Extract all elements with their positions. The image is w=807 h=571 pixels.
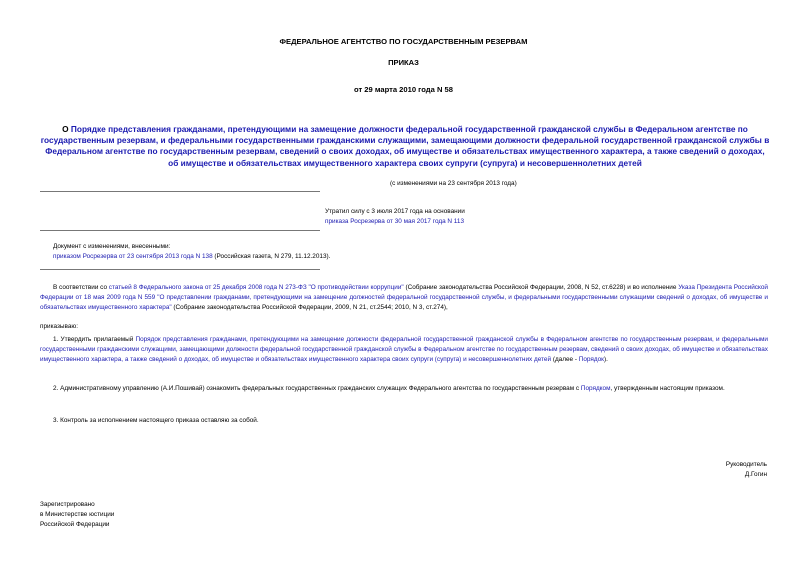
expired-text: Утратил силу с 3 июля 2017 года на основании [325, 208, 465, 215]
item-2-text-2: , утвержденным настоящим приказом. [610, 385, 725, 392]
registration-block [40, 500, 114, 529]
preamble-decree-link[interactable]: Указа Президента Российской Федерации от 18 мая 2009 года N 559 "О представлении гражданами, претендующими на замещение должностей федеральной государственной службы, и федеральными государственными служащими сведений о доходах, об имуществе и обязательствах имущественного характера" [40, 284, 768, 311]
document-type: ПРИКАЗ [388, 58, 419, 67]
preamble-law-link[interactable]: статьей 8 Федерального закона от 25 декабря 2008 года N 273-ФЗ "О противодействии коррупции" [108, 284, 404, 291]
signature-block [726, 460, 767, 480]
amendments-label: Документ с изменениями, внесенными: [53, 243, 171, 250]
agency-name: ФЕДЕРАЛЬНОЕ АГЕНТСТВО ПО ГОСУДАРСТВЕННЫМ РЕЗЕРВАМ [279, 37, 528, 46]
divider [40, 191, 320, 192]
signature-name: Д.Гогин [744, 470, 767, 478]
order-word: приказываю: [40, 323, 78, 330]
preamble-text-1: В соответствии со [53, 284, 109, 291]
preamble-text-2: (Собрание законодательства Российской Федерации, 2008, N 52, ст.6228) и во исполнение [403, 284, 679, 291]
item-1-paragraph [40, 335, 768, 364]
expired-link[interactable]: приказа Росрезерва от 30 мая 2017 года N 113 [325, 217, 464, 225]
divider [40, 230, 320, 231]
item-2-procedure-link[interactable]: Порядком [580, 385, 611, 392]
title-link[interactable]: Порядке представления гражданами, претендующими на замещение должности федеральной государственной гражданской службы в Федеральном агентстве по государственным резервам, и федеральными государственными гражданскими служащими, замещающими должности федеральной государственной гражданской службы в Федеральном агентстве по государственным резервам, сведений о своих доходах, об имуществе и обязательствах имущественного характера, а также сведений о доходах, об имуществе и обязательствах имущественного характера своих супруги (супруга) и несовершеннолетних детей [40, 124, 770, 168]
signature-role: Руководитель [725, 461, 767, 468]
item-1-text-2: (далее - [551, 355, 579, 363]
item-1-short-link[interactable]: Порядок [578, 355, 604, 363]
preamble-text-3: (Собрание законодательства Российской Федерации, 2009, N 21, ст.2544; 2010, N 3, ст.274), [171, 303, 448, 311]
registration-line-1: Зарегистрировано [40, 501, 95, 508]
document-title [40, 124, 770, 169]
title-prefix: О [62, 124, 71, 134]
item-1-procedure-link[interactable]: Порядок представления гражданами, претендующими на замещение должности федеральной государственной гражданской службы в Федеральном агентстве по государственным резервам, и федеральными государственными гражданскими служащими, замещающими должности федеральной государственной гражданской службы в Федеральном агентстве по государственным резервам, сведений о своих доходах, об имуществе и обязательствах имущественного характера, а также сведений о доходах, об имуществе и обязательствах имущественного характера своих супруги (супруга) и несовершеннолетних детей [40, 336, 768, 363]
amendments-block [53, 242, 753, 262]
expired-notice [325, 207, 765, 227]
changes-note: (с изменениями на 23 сентября 2013 года) [390, 180, 517, 187]
amendments-rest: (Российская газета, N 279, 11.12.2013). [212, 252, 331, 260]
item-2-text-1: 2. Административному управлению (А.И.Пошивай) ознакомить федеральных государственных гражданских служащих Федерального агентства по государственным резервам с [53, 385, 581, 392]
divider [40, 269, 320, 270]
item-1-text-3: ). [603, 355, 608, 363]
registration-line-2: в Министерстве юстиции [40, 510, 115, 518]
document-date: от 29 марта 2010 года N 58 [354, 85, 453, 94]
item-1-text-1: 1. Утвердить прилагаемый [53, 336, 136, 343]
item-3-paragraph: 3. Контроль за исполнением настоящего приказа оставляю за собой. [53, 417, 259, 424]
amendments-line [53, 252, 753, 262]
item-2-paragraph [40, 384, 768, 394]
preamble-paragraph [40, 283, 768, 312]
amendments-link[interactable]: приказом Росрезерва от 23 сентября 2013 года N 138 [53, 252, 213, 260]
registration-line-3: Российской Федерации [40, 520, 110, 528]
